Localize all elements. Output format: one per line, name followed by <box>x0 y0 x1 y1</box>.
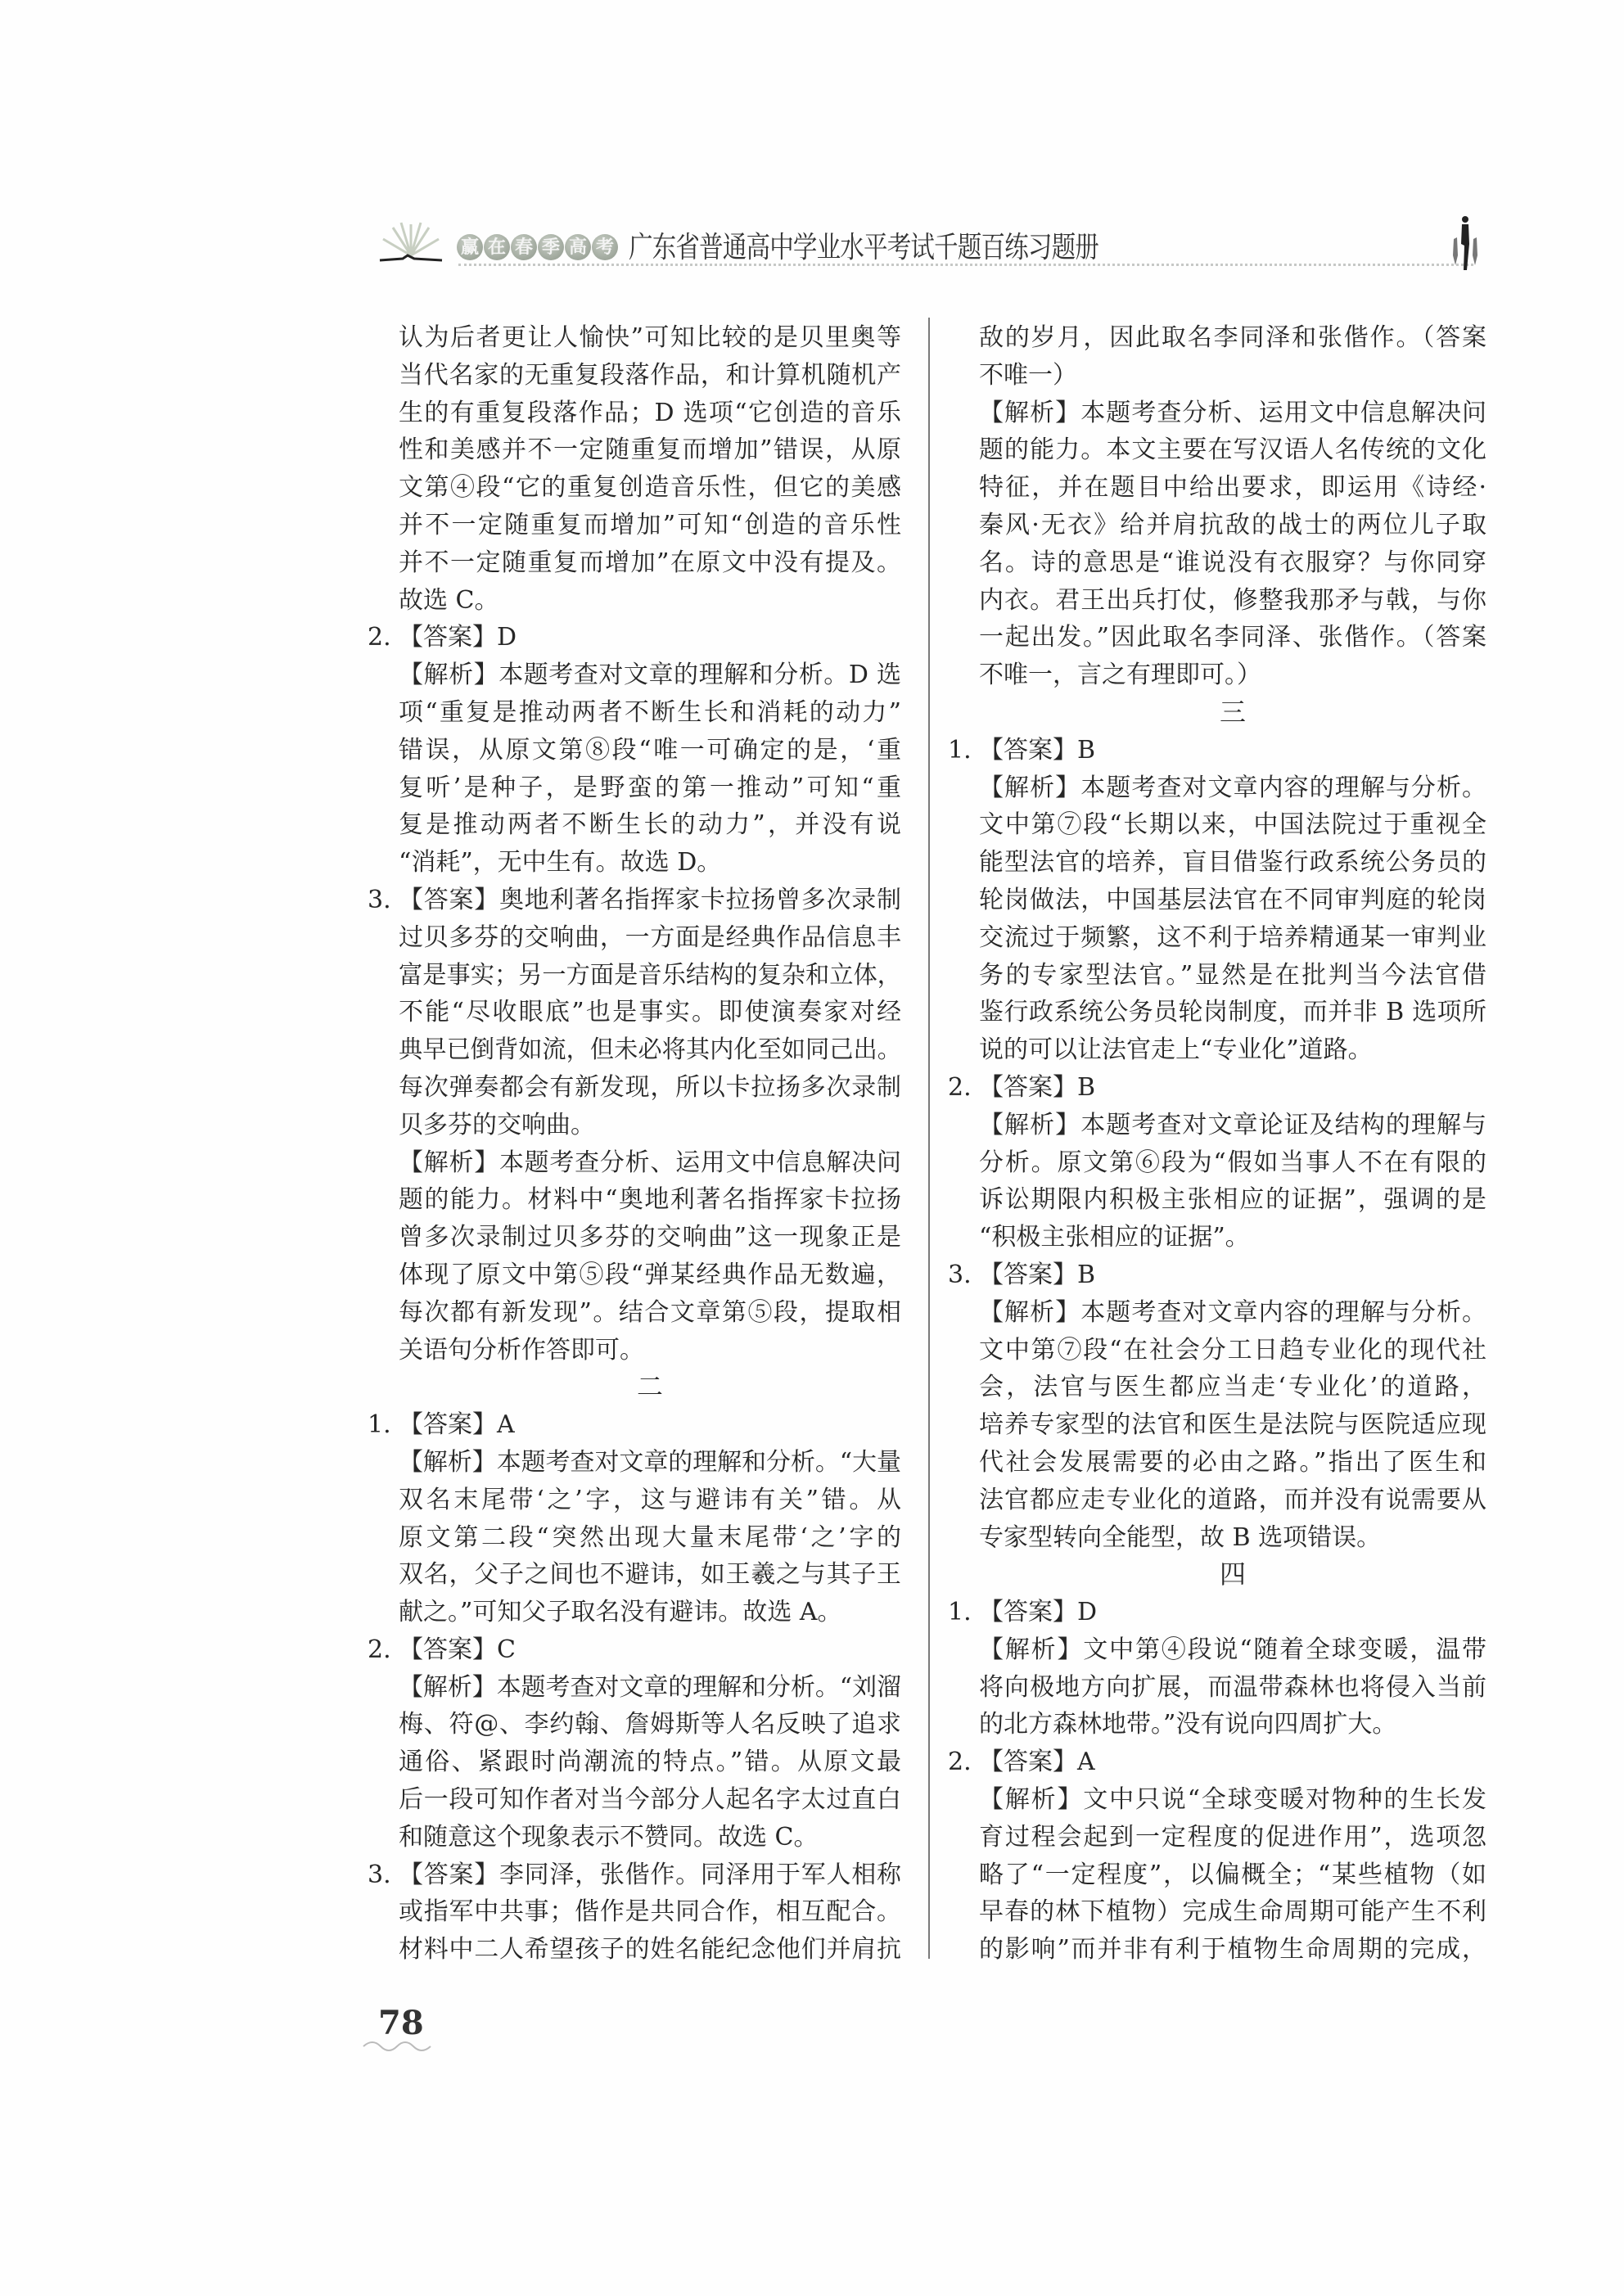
line <box>979 544 1486 582</box>
text-line: 【解析】本题考查分析、运用文中信息解决问 <box>979 398 1486 427</box>
text-line: 【答案】B <box>979 735 1096 765</box>
line <box>399 1819 901 1856</box>
section-heading: 二 <box>636 1371 663 1403</box>
text-line: 原文第二段“突然出现大量末尾带‘之’字的 <box>399 1522 901 1552</box>
line <box>979 1406 1486 1444</box>
answer-item <box>368 1631 901 1856</box>
book-title: 广东省普通高中学业水平考试千题百练习题册 <box>629 231 1099 264</box>
line <box>399 1482 901 1519</box>
text-line: 并不一定随重复而增加”可知“创造的音乐性 <box>399 510 901 539</box>
text-line: 早春的林下植物）完成生命周期可能产生不利 <box>979 1897 1486 1927</box>
text-line: 富是事实；另一方面是音乐结构的复杂和立体， <box>399 960 901 990</box>
series-badge-char: 高 <box>565 234 591 260</box>
line <box>399 806 901 844</box>
text-line: 复听’是种子，是野蛮的第一推动”可知“重 <box>399 773 901 802</box>
line <box>399 1594 901 1631</box>
answer-item <box>948 1069 1486 1256</box>
series-badge-char: 春 <box>511 234 537 260</box>
text-line: 过贝多芬的交响曲，一方面是经典作品信息丰 <box>399 922 901 952</box>
line <box>979 806 1486 844</box>
text-line: 专家型转向全能型，故 B 选项错误。 <box>979 1522 1382 1552</box>
line <box>979 1332 1486 1369</box>
section-heading: 四 <box>1219 1558 1246 1590</box>
text-line: 关语句分析作答即可。 <box>399 1335 644 1365</box>
line <box>399 1107 901 1144</box>
text-line: 【答案】B <box>979 1260 1096 1289</box>
text-line: 的影响”而并非有利于植物生命周期的完成， <box>979 1935 1486 1964</box>
series-badge <box>457 234 618 262</box>
text-line: 敌的岁月，因此取名李同泽和张偕作。（答案 <box>979 323 1486 352</box>
answer-item <box>948 1256 1486 1556</box>
line <box>979 1107 1486 1144</box>
text-line: 和随意这个现象表示不赞同。故选 C。 <box>399 1822 819 1852</box>
line <box>979 619 1486 656</box>
line <box>979 431 1486 469</box>
text-line: 双名，父子之间也不避讳，如王羲之与其子王 <box>399 1560 901 1590</box>
series-badge-char: 赢 <box>457 234 483 260</box>
text-line: 培养专家型的法官和医生是法院与医院适应现 <box>979 1410 1486 1440</box>
text-line: 诉讼期限内积极主张相应的证据”，强调的是 <box>979 1185 1486 1215</box>
line <box>399 1332 901 1369</box>
text-line: 故选 C。 <box>399 585 499 615</box>
line <box>399 1444 901 1482</box>
text-line: 复是推动两者不断生长的动力”，并没有说 <box>399 810 901 840</box>
answer-item <box>399 319 901 619</box>
line <box>399 957 901 995</box>
line <box>979 1519 1486 1557</box>
text-line: 【解析】本题考查对文章的理解和分析。“刘溜 <box>399 1672 901 1702</box>
answer-item <box>948 1594 1486 1743</box>
line <box>979 1144 1486 1182</box>
right-column <box>948 319 1486 1969</box>
text-line: 【答案】D <box>399 623 517 652</box>
line <box>979 469 1486 507</box>
text-line: 【解析】本题考查对文章的理解和分析。“大量 <box>399 1447 901 1477</box>
line <box>979 507 1486 544</box>
line <box>399 507 901 544</box>
line <box>368 619 901 656</box>
line <box>399 319 901 357</box>
text-line: 内衣。君王出兵打仗，修整我那矛与戟，与你 <box>979 585 1486 615</box>
line <box>368 1406 901 1444</box>
line <box>979 882 1486 919</box>
line <box>979 1482 1486 1519</box>
line <box>399 544 901 582</box>
answer-item <box>368 1406 901 1631</box>
answer-item <box>979 319 1486 694</box>
page-ornament-icon <box>360 2037 434 2053</box>
question-number: 3. <box>368 1860 391 1889</box>
text-line: 代社会发展需要的必由之路。”指出了医生和 <box>979 1447 1486 1477</box>
line <box>948 1743 1486 1781</box>
line <box>948 1256 1486 1294</box>
question-number: 1. <box>948 1598 972 1627</box>
line <box>979 1444 1486 1482</box>
text-line: 典早已倒背如流，但未必将其内化至如同己出。 <box>399 1035 901 1065</box>
series-badge-char: 考 <box>592 234 618 260</box>
line <box>979 357 1486 395</box>
line <box>979 919 1486 957</box>
line <box>399 1181 901 1219</box>
text-line: “积极主张相应的证据”。 <box>979 1223 1250 1252</box>
text-line: 或指军中共事；偕作是共同合作，相互配合。 <box>399 1897 901 1927</box>
book-logo-icon <box>378 219 444 265</box>
line <box>979 1856 1486 1894</box>
text-line: 秦风·无衣》给并肩抗敌的战士的两位儿子取 <box>979 510 1486 539</box>
section-heading: 三 <box>1219 696 1246 728</box>
question-number: 3. <box>948 1260 972 1289</box>
text-line: 生的有重复段落作品；D 选项“它创造的音乐 <box>399 398 901 427</box>
text-line: 【答案】李同泽，张偕作。同泽用于军人相称 <box>399 1860 901 1889</box>
series-badge-char: 在 <box>484 234 510 260</box>
text-line: 通俗、紧跟时尚潮流的特点。”错。从原文最 <box>399 1748 901 1777</box>
text-line: 体现了原文中第⑤段“弹某经典作品无数遍， <box>399 1260 901 1289</box>
column-divider <box>928 318 930 1959</box>
text-line: 一起出发。”因此取名李同泽、张偕作。（答案 <box>979 623 1486 652</box>
line <box>948 732 1486 769</box>
text-line: 分析。原文第⑥段为“假如当事人不在有限的 <box>979 1148 1486 1177</box>
text-line: 鉴行政系统公务员轮岗制度，而并非 B 选项所 <box>979 998 1486 1027</box>
line <box>979 1031 1486 1069</box>
text-line: 不唯一） <box>979 360 1077 390</box>
text-line: 【解析】文中只说“全球变暖对物种的生长发 <box>979 1785 1486 1815</box>
text-line: 法官都应走专业化的道路，而并没有说需要从 <box>979 1485 1486 1514</box>
text-line: 每次弹奏都会有新发现，所以卡拉扬多次录制 <box>399 1072 901 1102</box>
text-line: 将向极地方向扩展，而温带森林也将侵入当前 <box>979 1672 1486 1702</box>
text-line: 不能“尽收眼底”也是事实。即使演奏家对经 <box>399 998 901 1027</box>
text-line: 项“重复是推动两者不断生长和消耗的动力” <box>399 697 901 727</box>
text-line: 不唯一，言之有理即可。） <box>979 661 1261 690</box>
question-number: 2. <box>368 623 391 652</box>
text-line: 每次都有新发现”。结合文章第⑤段，提取相 <box>399 1297 901 1327</box>
line <box>979 994 1486 1031</box>
line <box>979 769 1486 807</box>
text-line: 题的能力。材料中“奥地利著名指挥家卡拉扬 <box>399 1185 901 1215</box>
line <box>399 1519 901 1557</box>
line <box>979 1931 1486 1969</box>
text-line: 【答案】C <box>399 1635 516 1664</box>
question-number: 1. <box>368 1410 391 1440</box>
line <box>399 469 901 507</box>
line <box>399 1256 901 1294</box>
line <box>979 656 1486 694</box>
text-line: 的北方森林地带。”没有说向四周扩大。 <box>979 1710 1397 1739</box>
line <box>399 1069 901 1107</box>
text-line: 双名末尾带‘之’字，这与避讳有关”错。从 <box>399 1485 901 1514</box>
text-line: 说的可以让法官走上“专业化”道路。 <box>979 1035 1373 1065</box>
text-line: 务的专家型法官。”显然是在批判当今法官借 <box>979 960 1486 990</box>
text-line: 【解析】本题考查对文章论证及结构的理解与 <box>979 1110 1486 1139</box>
question-number: 2. <box>948 1748 972 1777</box>
line <box>399 1706 901 1743</box>
text-line: 梅、符@、李约翰、詹姆斯等人名反映了追求 <box>399 1710 901 1739</box>
line <box>399 994 901 1031</box>
line <box>399 357 901 395</box>
line <box>399 656 901 694</box>
text-line: 略了“一定程度”，以偏概全；“某些植物（如 <box>979 1860 1486 1889</box>
runner-figure-icon <box>1447 214 1480 272</box>
line <box>979 1219 1486 1256</box>
line <box>399 694 901 732</box>
text-line: 错误，从原文第⑧段“唯一可确定的是，‘重 <box>399 735 901 765</box>
text-line: “消耗”，无中生有。故选 D。 <box>399 848 722 877</box>
line <box>399 1144 901 1182</box>
line <box>399 1219 901 1256</box>
answer-item <box>368 619 901 882</box>
text-line: 育过程会起到一定程度的促进作用”，选项忽 <box>979 1822 1486 1852</box>
text-line: 会，法官与医生都应当走‘专业化’的道路， <box>979 1373 1486 1402</box>
question-number: 2. <box>948 1072 972 1102</box>
text-line: 性和美感并不一定随重复而增加”错误，从原 <box>399 435 901 465</box>
line <box>979 1181 1486 1219</box>
text-line: 贝多芬的交响曲。 <box>399 1110 595 1139</box>
line <box>399 395 901 432</box>
text-line: 并不一定随重复而增加”在原文中没有提及。 <box>399 548 901 577</box>
line <box>399 582 901 620</box>
header-rule <box>458 264 1473 266</box>
answer-item <box>948 1743 1486 1969</box>
line <box>979 1781 1486 1819</box>
text-line: 名。诗的意思是“谁说没有衣服穿？与你同穿 <box>979 548 1486 577</box>
answer-item <box>948 732 1486 1069</box>
text-line: 曾多次录制过贝多芬的交响曲”这一现象正是 <box>399 1223 901 1252</box>
left-column <box>368 319 901 1969</box>
line <box>979 844 1486 882</box>
line <box>979 319 1486 357</box>
text-line: 【答案】D <box>979 1598 1098 1627</box>
line <box>368 1631 901 1669</box>
line <box>399 1781 901 1819</box>
line <box>979 957 1486 995</box>
text-line: 献之。”可知父子取名没有避讳。故选 A。 <box>399 1598 842 1627</box>
line <box>399 431 901 469</box>
page-number: 78 <box>378 2004 424 2042</box>
text-line: 交流过于频繁，这不利于培养精通某一审判业 <box>979 922 1486 952</box>
line <box>368 1856 901 1894</box>
line <box>399 1743 901 1781</box>
line <box>979 1631 1486 1669</box>
line <box>979 582 1486 620</box>
text-line: 【解析】文中第④段说“随着全球变暖，温带 <box>979 1635 1486 1664</box>
answer-item <box>368 882 901 1369</box>
text-line: 轮岗做法，中国基层法官在不同审判庭的轮岗 <box>979 885 1486 914</box>
question-number: 3. <box>368 885 391 914</box>
line <box>399 732 901 769</box>
question-number: 1. <box>948 735 972 765</box>
line <box>979 1369 1486 1406</box>
text-line: 认为后者更让人愉快”可知比较的是贝里奥等 <box>399 323 901 352</box>
line <box>948 1594 1486 1631</box>
line <box>979 1294 1486 1332</box>
line <box>948 1069 1486 1107</box>
line <box>368 882 901 919</box>
text-line: 【答案】奥地利著名指挥家卡拉扬曾多次录制 <box>399 885 901 914</box>
text-line: 【答案】A <box>979 1748 1095 1777</box>
text-line: 文中第⑦段“在社会分工日趋专业化的现代社 <box>979 1335 1486 1365</box>
text-line: 文中第⑦段“长期以来，中国法院过于重视全 <box>979 810 1486 840</box>
text-line: 特征，并在题目中给出要求，即运用《诗经· <box>979 473 1486 503</box>
question-number: 2. <box>368 1635 391 1664</box>
line <box>399 1669 901 1707</box>
text-line: 【解析】本题考查对文章的理解和分析。D 选 <box>399 661 901 690</box>
line <box>399 1931 901 1969</box>
text-line: 题的能力。本文主要在写汉语人名传统的文化 <box>979 435 1486 465</box>
text-line: 【答案】A <box>399 1410 515 1440</box>
text-line: 【解析】本题考查分析、运用文中信息解决问 <box>399 1148 901 1177</box>
text-line: 材料中二人希望孩子的姓名能纪念他们并肩抗 <box>399 1935 901 1964</box>
text-line: 后一段可知作者对当今部分人起名字太过直白 <box>399 1785 901 1815</box>
text-line: 文第④段“它的重复创造音乐性，但它的美感 <box>399 473 901 503</box>
line <box>399 1556 901 1594</box>
answer-item <box>368 1856 901 1969</box>
text-line: 【答案】B <box>979 1072 1096 1102</box>
text-line: 【解析】本题考查对文章内容的理解与分析。 <box>979 1297 1486 1327</box>
series-badge-char: 季 <box>538 234 564 260</box>
line <box>399 1031 901 1069</box>
line <box>399 919 901 957</box>
line <box>979 1706 1486 1743</box>
text-line: 当代名家的无重复段落作品，和计算机随机产 <box>399 360 901 390</box>
line <box>399 844 901 882</box>
line <box>399 1893 901 1931</box>
text-line: 能型法官的培养，盲目借鉴行政系统公务员的 <box>979 848 1486 877</box>
line <box>399 769 901 807</box>
running-header <box>0 0 1624 295</box>
line <box>399 1294 901 1332</box>
line <box>979 1893 1486 1931</box>
text-line: 【解析】本题考查对文章内容的理解与分析。 <box>979 773 1486 802</box>
line <box>979 1669 1486 1707</box>
line <box>979 1819 1486 1856</box>
line <box>979 395 1486 432</box>
